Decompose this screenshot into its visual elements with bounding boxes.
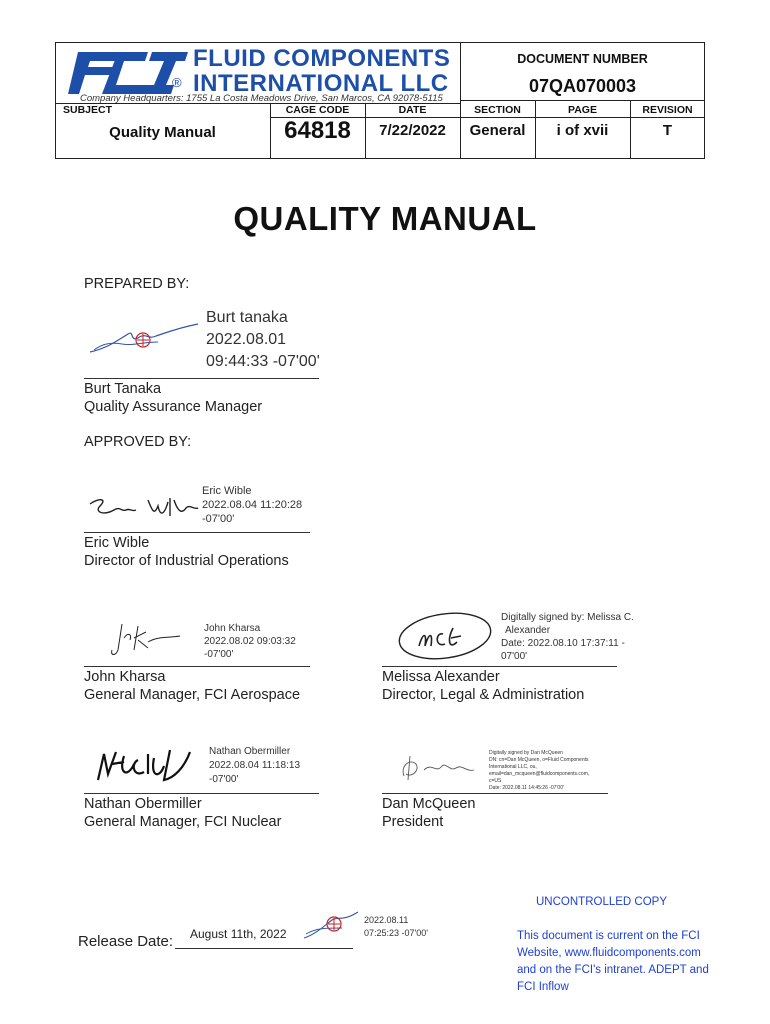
wible-sig-date: 2022.08.04 11:20:28 [202,499,303,511]
approved-by-label: APPROVED BY: [84,434,192,450]
date-label: DATE [398,104,427,116]
mcqueen-name: Dan McQueen [382,796,476,812]
obermiller-role: General Manager, FCI Nuclear [84,814,282,830]
mcqueen-sig-line5: c=US [489,778,502,784]
section-value: General [469,122,526,139]
company-name-line2: INTERNATIONAL LLC [193,70,449,97]
alexander-sig-line2: Alexander [505,625,551,636]
wible-sig-name: Eric Wible [202,485,252,497]
obermiller-sig-tz: -07'00' [209,774,239,785]
obermiller-signature-icon [94,744,204,788]
document-number: 07QA070003 [528,76,637,96]
kharsa-sig-date: 2022.08.02 09:03:32 [204,636,296,647]
prepared-by-label: PREPARED BY: [84,276,190,292]
alexander-sig-line1: Digitally signed by: Melissa C. [501,612,634,623]
tanaka-signature-icon [88,320,203,356]
alexander-sig-line4: 07'00' [501,651,528,662]
revision-label: REVISION [642,104,693,116]
obermiller-name: Nathan Obermiller [84,796,202,812]
notice-line-4: FCI Inflow [517,981,569,993]
release-sig-time: 07:25:23 -07'00' [364,928,428,938]
date-value: 7/22/2022 [379,122,446,139]
headquarters-address: Company Headquarters: 1755 La Costa Meadows Drive, San Marcos, CA 92078-5115 [80,93,443,104]
kharsa-signature-icon [108,620,188,660]
kharsa-name: John Kharsa [84,669,166,685]
document-number-label: DOCUMENT NUMBER [517,52,648,66]
wible-signature-icon [86,490,201,524]
alexander-role: Director, Legal & Administration [382,687,585,703]
tanaka-sig-name: Burt tanaka [206,309,288,326]
release-sig-date: 2022.08.11 [364,915,409,925]
mcqueen-sig-line3: International LLC, ou, [489,764,537,770]
release-signature-icon [302,908,360,942]
wible-sig-tz: -07'00' [202,513,235,525]
mcqueen-signature-icon [396,752,484,784]
obermiller-sig-name: Nathan Obermiller [209,746,291,757]
release-date-label: Release Date: [78,933,174,950]
registered-mark: ® [172,75,182,90]
notice-line-3: and on the FCI's intranet. ADEPT and [517,964,709,976]
revision-value: T [662,122,673,139]
kharsa-sig-tz: -07'00' [204,649,234,660]
mcqueen-sig-line2: DN: cn=Dan McQueen, o=Fluid Components [489,757,589,763]
page-label: PAGE [568,104,597,116]
wible-name: Eric Wible [84,535,150,551]
mcqueen-sig-line4: email=dan_mcqueen@fluidcomponents.com, [489,771,590,777]
mcqueen-sig-line6: Date: 2022.08.11 14:45:26 -07'00' [489,785,564,791]
alexander-name: Melissa Alexander [382,669,500,685]
notice-line-2: Website, www.fluidcomponents.com [517,947,701,959]
company-name-line1: FLUID COMPONENTS [193,45,451,72]
tanaka-sig-time: 09:44:33 -07'00' [206,353,320,370]
alexander-sig-line3: Date: 2022.08.10 17:37:11 - [501,638,625,649]
tanaka-role: Quality Assurance Manager [84,399,263,415]
cage-code-value: 64818 [284,117,351,144]
page-value: i of xvii [556,122,609,139]
mcqueen-role: President [382,814,444,830]
mcqueen-sig-line1: Digitally signed by Dan McQueen [489,750,563,756]
release-date-value: August 11th, 2022 [190,927,287,941]
wible-role: Director of Industrial Operations [84,553,289,569]
tanaka-name: Burt Tanaka [84,381,162,397]
uncontrolled-copy-label: UNCONTROLLED COPY [536,896,667,908]
document-title: QUALITY MANUAL [233,200,537,237]
notice-line-1: This document is current on the FCI [517,930,700,942]
alexander-signature-icon [395,610,495,662]
kharsa-sig-name: John Kharsa [204,623,261,634]
subject-value: Quality Manual [109,124,216,141]
subject-label: SUBJECT [63,104,113,116]
section-label: SECTION [474,104,521,116]
obermiller-sig-date: 2022.08.04 11:18:13 [209,760,301,771]
tanaka-sig-date: 2022.08.01 [206,331,287,348]
kharsa-role: General Manager, FCI Aerospace [84,687,301,703]
cage-code-label: CAGE CODE [285,104,350,116]
